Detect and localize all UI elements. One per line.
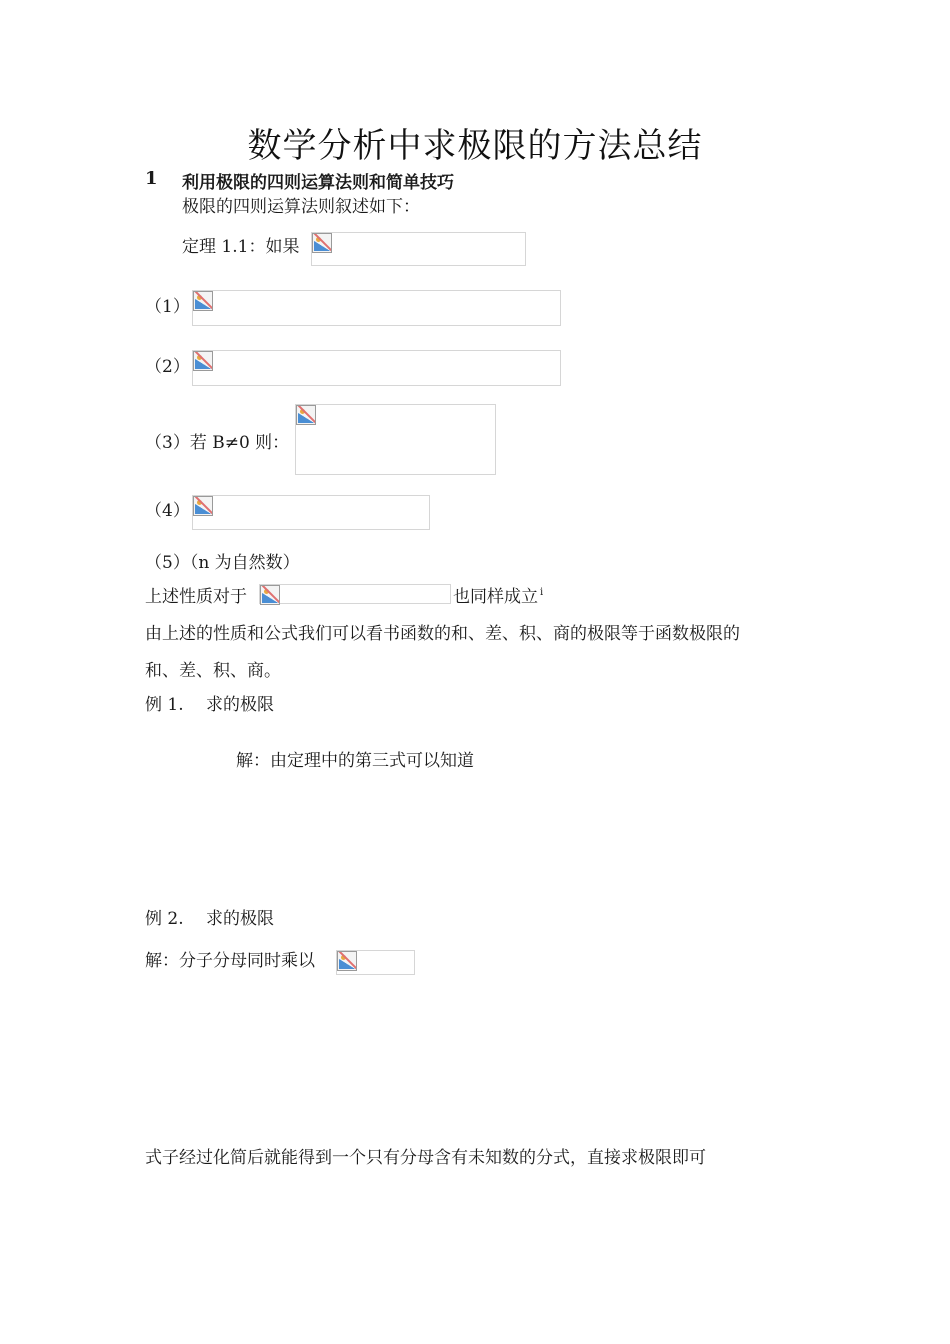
broken-image-icon	[260, 585, 280, 605]
summary-line-1: 由上述的性质和公式我们可以看书函数的和、差、积、商的极限等于函数极限的	[145, 624, 740, 644]
broken-image-icon	[193, 496, 213, 516]
broken-image-icon	[193, 351, 213, 371]
example-2-solution: 解：分子分母同时乘以	[145, 951, 315, 971]
footnote-marker[interactable]: i	[540, 587, 544, 599]
example-1-task: 求的极限	[206, 695, 274, 715]
broken-image-icon	[337, 951, 357, 971]
formula-image-4	[192, 495, 430, 530]
section-intro: 极限的四则运算法则叙述如下：	[182, 197, 420, 217]
broken-image-icon	[193, 291, 213, 311]
also-true-prefix: 上述性质对于	[145, 587, 247, 607]
formula-image-1	[192, 290, 561, 326]
item-1-label: （1）	[145, 297, 190, 317]
formula-image-condition	[259, 584, 451, 604]
formula-image-2	[192, 350, 561, 386]
example-1-label: 例 1.	[145, 695, 184, 715]
formula-image-theorem	[311, 232, 526, 266]
conclusion: 式子经过化简后就能得到一个只有分母含有未知数的分式，直接求极限即可	[145, 1148, 706, 1168]
example-2-label: 例 2.	[145, 909, 184, 929]
formula-image-3	[295, 404, 496, 475]
theorem-label: 定理 1.1：如果	[182, 237, 300, 257]
section-number: 1	[145, 168, 158, 189]
item-4-label: （4）	[145, 501, 190, 521]
example-1-solution: 解：由定理中的第三式可以知道	[236, 751, 474, 771]
also-true-suffix-text: 也同样成立	[453, 587, 538, 607]
also-true-suffix	[453, 582, 543, 607]
page-title: 数学分析中求极限的方法总结	[247, 126, 703, 166]
broken-image-icon	[296, 405, 316, 425]
summary-line-2: 和、差、积、商。	[145, 661, 281, 681]
broken-image-icon	[312, 233, 332, 253]
item-5-label: （5）（n 为自然数）	[145, 553, 300, 573]
formula-image-multiplier	[336, 950, 415, 975]
item-3-label: （3）若 B≠0 则：	[145, 433, 290, 453]
section-heading: 利用极限的四则运算法则和简单技巧	[182, 173, 454, 193]
example-2-task: 求的极限	[206, 909, 274, 929]
item-2-label: （2）	[145, 357, 190, 377]
